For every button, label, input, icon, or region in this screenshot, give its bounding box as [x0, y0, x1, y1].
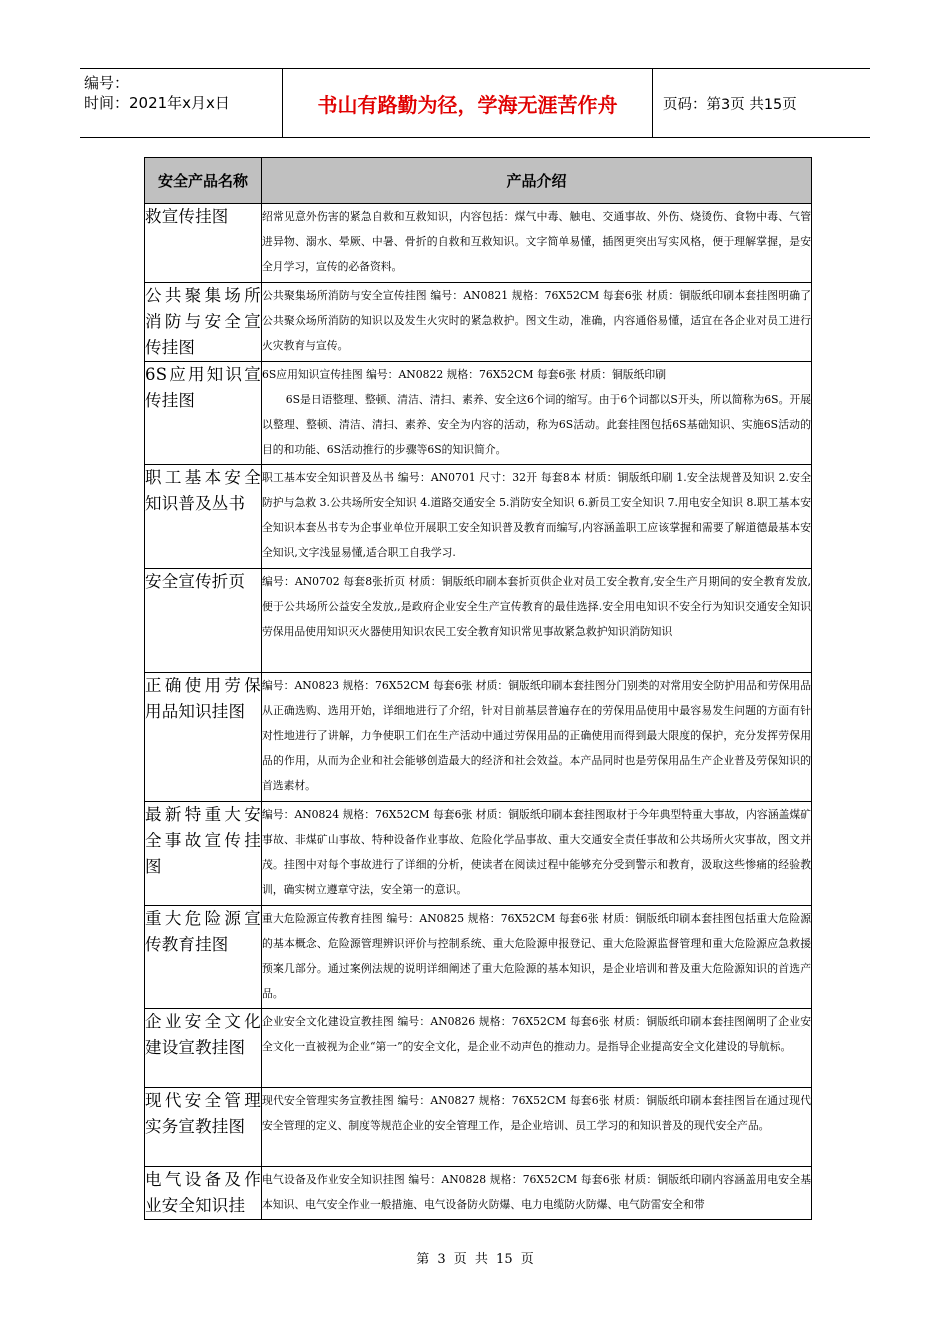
- table-row: [145, 569, 812, 673]
- product-description: 职工基本安全知识普及丛书 编号：AN0701 尺寸：32开 每套8本 材质：铜版纸印刷 1.安全法规普及知识 2.安全防护与急救 3.公共场所安全知识 4.道路交通安全 5.消防安全知识 6.新员工安全知识 7.用电安全知识 8.职工基本安全知识本套丛书专为企事业单位开展职工安全知识普及教育而编写,内容涵盖职工应该掌握和需要了解道德最基本安全知识,文字浅显易懂,适合职工自我学习.: [262, 465, 812, 569]
- page-header: [80, 68, 870, 138]
- table-row: [145, 673, 812, 802]
- product-name: 职工基本安全知识普及丛书: [145, 465, 262, 569]
- table-row: [145, 465, 812, 569]
- table-row: [145, 283, 812, 362]
- page-footer: 第 3 页 共 15 页: [416, 1252, 534, 1267]
- product-name: 公共聚集场所消防与安全宣传挂图: [145, 283, 262, 362]
- product-description: 公共聚集场所消防与安全宣传挂图 编号：AN0821 规格：76X52CM 每套6张 材质：铜版纸印刷本套挂图明确了公共聚众场所消防的知识以及发生火灾时的紧急救护。图文生动，准确，内容通俗易懂，适宜在各企业对员工进行火灾教育与宣传。: [262, 283, 812, 362]
- product-description-paragraph: 6S是日语整理、整顿、清洁、清扫、素养、安全这6个词的缩写。由于6个词都以S开头，所以简称为6S。开展以整理、整顿、清洁、清扫、素养、安全为内容的活动，称为6S活动。此套挂图包括6S基础知识、实施6S活动的目的和功能、6S活动推行的步骤等6S的知识简介。: [262, 393, 811, 456]
- product-name: 最新特重大安全事故宣传挂图: [145, 802, 262, 906]
- product-description: 编号：AN0702 每套8张折页 材质：铜版纸印刷本套折页供企业对员工安全教育,安全生产月期间的安全教育发放,便于公共场所公益安全发放,,是政府企业安全生产宣传教育的最佳选择.安全用电知识不安全行为知识交通安全知识劳保用品使用知识灭火器使用知识农民工安全教育知识常见事故紧急救护知识消防知识: [262, 569, 812, 673]
- product-table: [144, 157, 812, 1220]
- table-row: [145, 1088, 812, 1167]
- table-row: [145, 802, 812, 906]
- product-name: 企业安全文化建设宣教挂图: [145, 1009, 262, 1088]
- column-header-product-name: 安全产品名称: [145, 158, 262, 204]
- document-number-label: 编号：: [84, 74, 130, 92]
- table-row: [145, 204, 812, 283]
- header-meta: [80, 69, 283, 137]
- product-name: 救宣传挂图: [145, 204, 262, 283]
- product-description-line: 6S应用知识宣传挂图 编号：AN0822 规格：76X52CM 每套6张 材质：铜版纸印刷: [262, 368, 666, 381]
- product-description: [262, 362, 812, 465]
- product-name: 正确使用劳保用品知识挂图: [145, 673, 262, 802]
- product-description: 企业安全文化建设宣教挂图 编号：AN0826 规格：76X52CM 每套6张 材质：铜版纸印刷本套挂图阐明了企业安全文化一直被视为企业“第一”的安全文化，是企业不动声色的推动力。是指导企业提高安全文化建设的导航标。: [262, 1009, 812, 1088]
- product-description: 编号：AN0824 规格：76X52CM 每套6张 材质：铜版纸印刷本套挂图取材于今年典型特重大事故，内容涵盖煤矿事故、非煤矿山事故、特种设备作业事故、危险化学品事故、重大交通安全责任事故和公共场所火灾事故，图文并茂。挂图中对每个事故进行了详细的分析，使读者在阅读过程中能够充分受到警示和教育，汲取这些惨痛的经验教训，确实树立遵章守法，安全第一的意识。: [262, 802, 812, 906]
- product-description: 重大危险源宣传教育挂图 编号：AN0825 规格：76X52CM 每套6张 材质：铜版纸印刷本套挂图包括重大危险源的基本概念、危险源管理辨识评价与控制系统、重大危险源申报登记、重大危险源监督管理和重大危险源应急救援预案几部分。通过案例法规的说明详细阐述了重大危险源的基本知识，是企业培训和普及重大危险源知识的首选产品。: [262, 906, 812, 1009]
- product-description: 现代安全管理实务宣教挂图 编号：AN0827 规格：76X52CM 每套6张 材质：铜版纸印刷本套挂图旨在通过现代安全管理的定义、制度等规范企业的安全管理工作，是企业培训、员工学习的和知识普及的现代安全产品。: [262, 1088, 812, 1167]
- column-header-product-intro: 产品介绍: [262, 158, 812, 204]
- table-row: [145, 1167, 812, 1220]
- product-name: 电气设备及作业安全知识挂: [145, 1167, 262, 1220]
- table-row: [145, 362, 812, 465]
- product-name: 重大危险源宣传教育挂图: [145, 906, 262, 1009]
- product-name: 安全宣传折页: [145, 569, 262, 673]
- product-description: 电气设备及作业安全知识挂图 编号：AN0828 规格：76X52CM 每套6张 材质：铜版纸印刷内容涵盖用电安全基本知识、电气安全作业一般措施、电气设备防火防爆、电力电缆防火防爆、电气防雷安全和带: [262, 1167, 812, 1220]
- product-description: 编号：AN0823 规格：76X52CM 每套6张 材质：铜版纸印刷本套挂图分门别类的对常用安全防护用品和劳保用品从正确选购、选用开始，详细地进行了介绍，针对目前基层普遍存在的劳保用品使用中最容易发生问题的方面有针对性地进行了讲解，力争使职工们在生产活动中通过劳保用品的正确使用而得到最大限度的保护，充分发挥劳保用品的作用，从而为企业和社会能够创造最大的经济和社会效益。本产品同时也是劳保用品生产企业普及劳保知识的首选素材。: [262, 673, 812, 802]
- table-row: [145, 1009, 812, 1088]
- header-page-info: 页码：第3页 共15页: [663, 96, 797, 113]
- table-row: [145, 906, 812, 1009]
- document-date: 时间：2021年x月x日: [84, 94, 230, 112]
- header-motto: 书山有路勤为径，学海无涯苦作舟: [283, 69, 653, 137]
- product-description: 绍常见意外伤害的紧急自救和互救知识，内容包括：煤气中毒、触电、交通事故、外伤、烧烫伤、食物中毒、气管进异物、溺水、晕厥、中暑、骨折的自救和互救知识。文字简单易懂，插图更突出写实风格，便于理解掌握，是安全月学习，宣传的必备资料。: [262, 204, 812, 283]
- table-header-row: [145, 158, 812, 204]
- product-name: 6S应用知识宣传挂图: [145, 362, 262, 465]
- product-name: 现代安全管理实务宣教挂图: [145, 1088, 262, 1167]
